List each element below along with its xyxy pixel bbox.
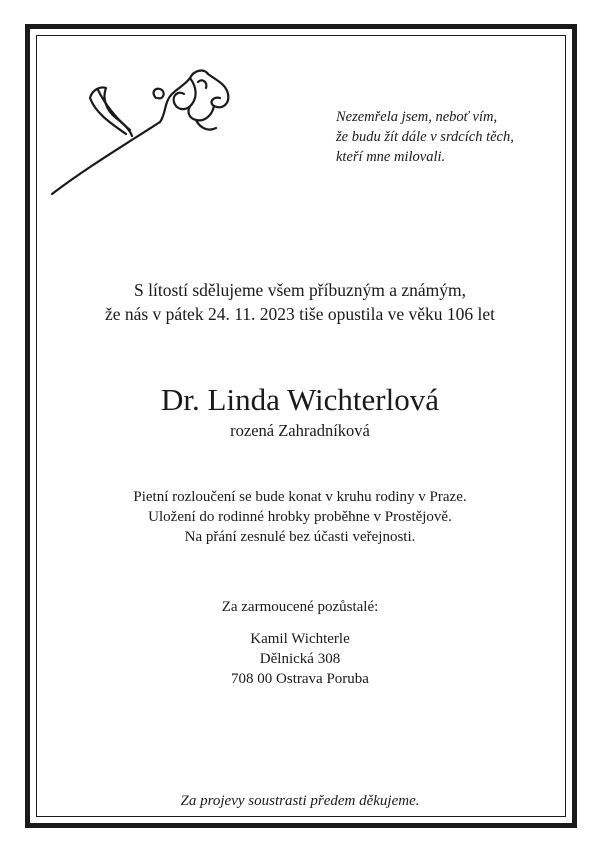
contact-city: 708 00 Ostrava Poruba	[231, 671, 369, 687]
motto-quote	[336, 107, 566, 167]
mourners-contact	[0, 629, 600, 689]
funeral-info	[0, 487, 600, 547]
contact-name: Kamil Wichterle	[250, 631, 350, 647]
announcement	[0, 278, 600, 326]
motto-line: kteří mne milovali.	[336, 149, 446, 165]
motto-line: Nezemřela jsem, neboť vím,	[336, 109, 498, 125]
funeral-line: Uložení do rodinné hrobky proběhne v Prostějově.	[148, 509, 452, 525]
funeral-line: Na přání zesnulé bez účasti veřejnosti.	[184, 529, 416, 545]
mourners-heading: Za zarmoucené pozůstalé:	[221, 599, 379, 615]
funeral-line: Pietní rozloučení se bude konat v kruhu rodiny v Praze.	[133, 489, 467, 505]
deceased-name: Dr. Linda Wichterlová	[161, 382, 439, 417]
maiden-name: rozená Zahradníková	[230, 421, 370, 440]
motto-line: že budu žít dále v srdcích těch,	[336, 129, 514, 145]
closing-thanks: Za projevy soustrasti předem děkujeme.	[180, 793, 420, 809]
rose-icon	[46, 58, 246, 198]
contact-street: Dělnická 308	[259, 651, 341, 667]
announcement-line: že nás v pátek 24. 11. 2023 tiše opustila ve věku 106 let	[104, 304, 496, 324]
announcement-line: S lítostí sdělujeme všem příbuzným a známým,	[134, 280, 466, 300]
